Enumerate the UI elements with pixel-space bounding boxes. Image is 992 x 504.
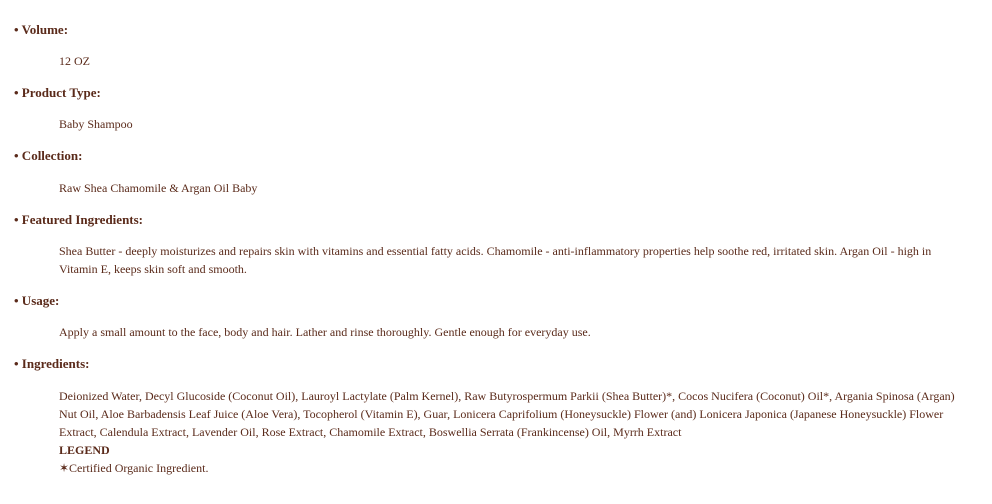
product-type-value: Baby Shampoo — [59, 117, 133, 131]
legend-title: LEGEND — [59, 443, 110, 457]
ingredients-block — [59, 387, 959, 477]
featured-ingredients-value: Shea Butter - deeply moisturizes and repairs skin with vitamins and essential fatty acids. Chamomile - anti-inflammatory properties help soothe red, irritated skin. Argan Oil - high in Vitamin E, keeps skin soft and smooth. — [59, 244, 932, 276]
featured-ingredients-heading: • Featured Ingredients: — [14, 212, 144, 227]
collection-value: Raw Shea Chamomile & Argan Oil Baby — [59, 181, 258, 195]
legend-note: ✶Certified Organic Ingredient. — [59, 461, 209, 475]
usage-heading: • Usage: — [14, 293, 60, 308]
collection-heading: • Collection: — [14, 148, 83, 163]
volume-value: 12 OZ — [59, 54, 90, 68]
volume-heading: • Volume: — [14, 22, 69, 37]
usage-value: Apply a small amount to the face, body and hair. Lather and rinse thoroughly. Gentle enough for everyday use. — [59, 325, 591, 339]
ingredients-heading: • Ingredients: — [14, 356, 90, 371]
ingredients-value: Deionized Water, Decyl Glucoside (Coconut Oil), Lauroyl Lactylate (Palm Kernel), Raw Butyrospermum Parkii (Shea Butter)*, Cocos Nucifera (Coconut) Oil*, Argania Spinosa (Argan) Nut Oil, Aloe Barbadensis Leaf Juice (Aloe Vera), Tocopherol (Vitamin E), Guar, Lonicera Caprifolium (Honeysuckle) Flower (and) Lonicera Japonica (Japanese Honeysuckle) Flower Extract, Calendula Extract, Lavender Oil, Rose Extract, Chamomile Extract, Boswellia Serrata (Frankincense) Oil, Myrrh Extract — [59, 389, 955, 439]
product-type-heading: • Product Type: — [14, 85, 101, 100]
